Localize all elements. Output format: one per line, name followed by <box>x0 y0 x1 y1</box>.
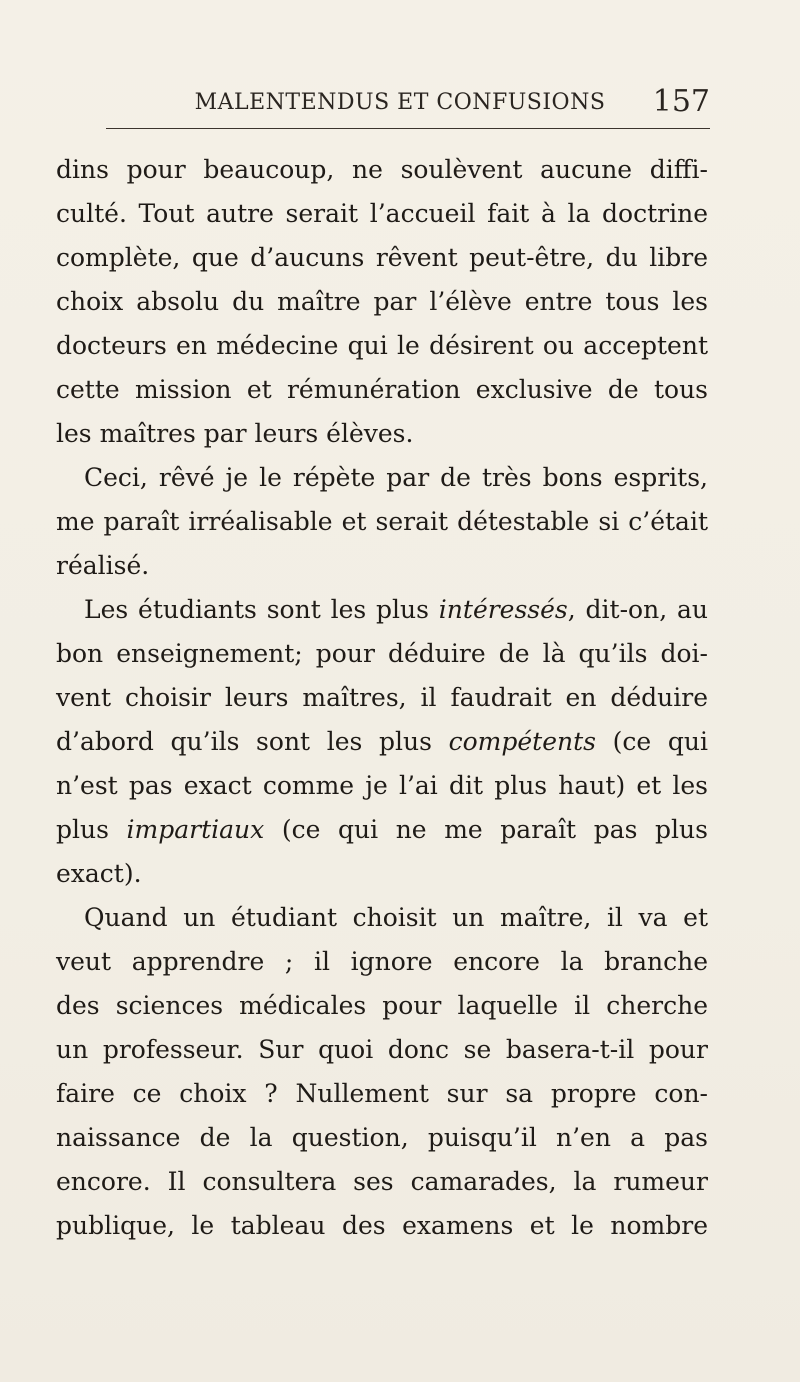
text-line: un professeur. Sur quoi donc se basera-t-il pour <box>56 1035 708 1064</box>
running-title: MALENTENDUS ET CONFUSIONS <box>194 90 606 115</box>
text-line: encore. Il consultera ses camarades, la rumeur <box>56 1167 708 1196</box>
text-segment: , dit-on, au <box>567 595 708 624</box>
page-number: 157 <box>652 84 710 119</box>
text-line: n’est pas exact comme je l’ai dit plus haut) et les <box>56 771 708 800</box>
text-line: faire ce choix ? Nullement sur sa propre con- <box>56 1079 708 1108</box>
paragraph-first-line: Ceci, rêvé je le répète par de très bons esprits, <box>84 463 708 492</box>
text-line: complète, que d’aucuns rêvent peut-être, du libre <box>56 243 708 272</box>
text-line <box>56 808 708 852</box>
text-line: exact). <box>56 859 142 888</box>
text-line: cette mission et rémunération exclusive de tous <box>56 375 708 404</box>
text-segment: (ce qui <box>596 727 708 756</box>
text-line: me paraît irréalisable et serait détestable si c’était <box>56 507 708 536</box>
text-line: culté. Tout autre serait l’accueil fait à la doctrine <box>56 199 708 228</box>
text-line: des sciences médicales pour laquelle il cherche <box>56 991 708 1020</box>
text-line: docteurs en médecine qui le désirent ou acceptent <box>56 331 708 360</box>
text-line: publique, le tableau des examens et le nombre <box>56 1211 708 1240</box>
body-text <box>56 148 708 1248</box>
text-line <box>56 720 708 764</box>
text-line: dins pour beaucoup, ne soulèvent aucune diffi- <box>56 155 708 184</box>
text-segment: (ce qui ne me paraît pas plus <box>264 815 708 844</box>
text-line: les maîtres par leurs élèves. <box>56 419 414 448</box>
running-head <box>0 84 800 128</box>
italic-term: intéressés <box>438 595 568 624</box>
italic-term: impartiaux <box>126 815 265 844</box>
text-segment: Les étudiants sont les plus <box>84 595 439 624</box>
text-line: bon enseignement; pour déduire de là qu’ils doi- <box>56 639 708 668</box>
paragraph-first-line: Quand un étudiant choisit un maître, il va et <box>84 903 708 932</box>
text-segment: d’abord qu’ils sont les plus <box>56 727 449 756</box>
paragraph-first-line <box>56 588 708 632</box>
text-line: choix absolu du maître par l’élève entre tous les <box>56 287 708 316</box>
text-line: vent choisir leurs maîtres, il faudrait en déduire <box>56 683 708 712</box>
header-rule <box>106 128 710 129</box>
text-line: réalisé. <box>56 551 150 580</box>
text-line: naissance de la question, puisqu’il n’en a pas <box>56 1123 708 1152</box>
text-line: veut apprendre ; il ignore encore la branche <box>56 947 708 976</box>
italic-term: compétents <box>448 727 597 756</box>
text-segment: plus <box>56 815 127 844</box>
